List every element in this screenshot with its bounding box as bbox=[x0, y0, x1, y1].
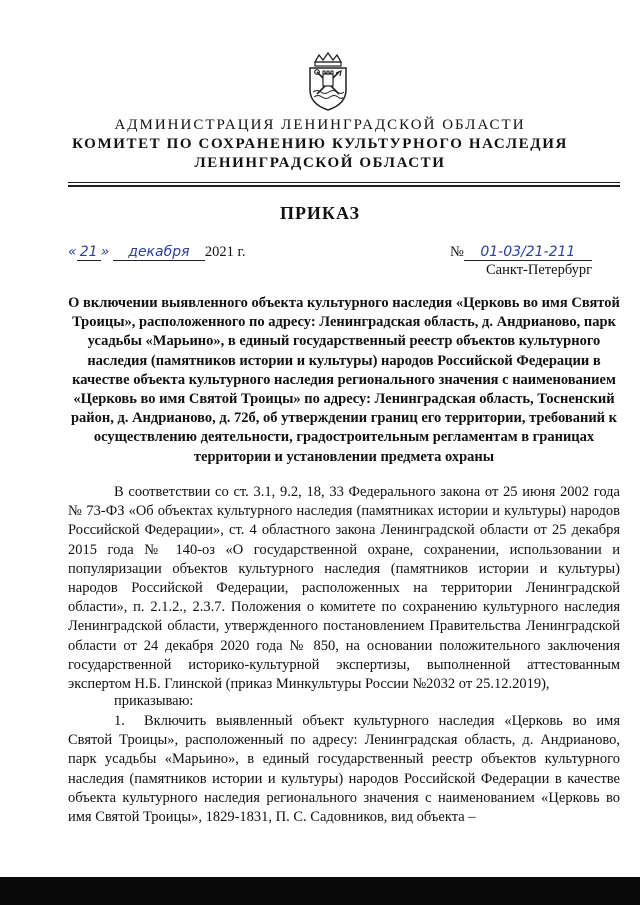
number-value: 01-03/21-211 bbox=[464, 244, 592, 261]
number-prefix: № bbox=[450, 244, 464, 260]
item-number: 1. bbox=[114, 713, 125, 729]
header-divider-thin bbox=[68, 182, 620, 183]
coat-of-arms-icon bbox=[301, 52, 355, 112]
preamble-paragraph: В соответствии со ст. 3.1, 9.2, 18, 33 Федерального закона от 25 июня 2002 года № 73-ФЗ «Об объектах культурного наследия (памятниках истории и культуры) народов Российской Федерации», ст. 4 областного закона Ленинградской области от 25 декабря 2015 года № 140-оз «О государственной охране, сохранении, использовании и популяризации объектов культурного наследия (памятников истории и культуры) народов Российской Федерации, расположенных на территории Ленинградской области», п. 2.1.2., 2.3.7. Положения о комитете по сохранению культурного наследия Ленинградской области, утвержденного постановлением Правительства Ленинградской области от 24 декабря 2020 года № 850, на основании положительного заключения государственной историко-культурной экспертизы, выполненной аттестованным экспертом Н.Б. Глинской (приказ Минкультуры России №2032 от 25.12.2019), bbox=[68, 484, 620, 693]
header-administration: АДМИНИСТРАЦИЯ ЛЕНИНГРАДСКОЙ ОБЛАСТИ bbox=[114, 117, 526, 133]
order-number bbox=[450, 244, 592, 261]
order-item-1 bbox=[68, 712, 620, 827]
header-divider-thick bbox=[68, 185, 620, 187]
date-month: декабря bbox=[113, 244, 205, 261]
date-year: 2021 г. bbox=[204, 244, 246, 260]
document-type-title: ПРИКАЗ bbox=[279, 203, 361, 223]
item-text: Включить выявленный объект культурного наследия «Церковь во имя Святой Троицы», расположенный по адресу: Ленинградская область, д. Андрианово, парк усадьбы «Марьино», в единый государственный реестр объектов культурного наследия (памятников истории и культуры) народов Российской Федерации в качестве объекта культурного наследия регионального значения с наименованием «Церковь во имя Святой Троицы», 1829-1831, П. С. Садовников, вид объекта – bbox=[68, 713, 620, 826]
header-committee: КОМИТЕТ ПО СОХРАНЕНИЮ КУЛЬТУРНОГО НАСЛЕДИЯ bbox=[72, 136, 568, 152]
date-open-quote: « bbox=[68, 244, 77, 260]
header-region: ЛЕНИНГРАДСКОЙ ОБЛАСТИ bbox=[194, 155, 446, 171]
order-date bbox=[68, 244, 245, 261]
order-word: приказываю: bbox=[114, 693, 194, 709]
scan-edge-bar bbox=[0, 877, 640, 905]
date-day: 21 bbox=[77, 244, 101, 261]
order-title: О включении выявленного объекта культурного наследия «Церковь во имя Святой Троицы», расположенного по адресу: Ленинградская область, д. Андрианово, парк усадьбы «Марьино», в единый государственный реестр объектов культурного наследия (памятников истории и культуры) народов Российской Федерации в качестве объекта культурного наследия регионального значения с наименованием «Церковь во имя Святой Троицы» по адресу: Ленинградская область, Тосненский район, д. Андрианово, д. 72б, об утверждении границ его территории, требований к осуществлению деятельности, градостроительным регламентам в границах территории и установлении предмета охраны bbox=[68, 295, 620, 465]
issue-city: Санкт-Петербург bbox=[486, 262, 593, 278]
date-close-quote: » bbox=[100, 244, 110, 260]
